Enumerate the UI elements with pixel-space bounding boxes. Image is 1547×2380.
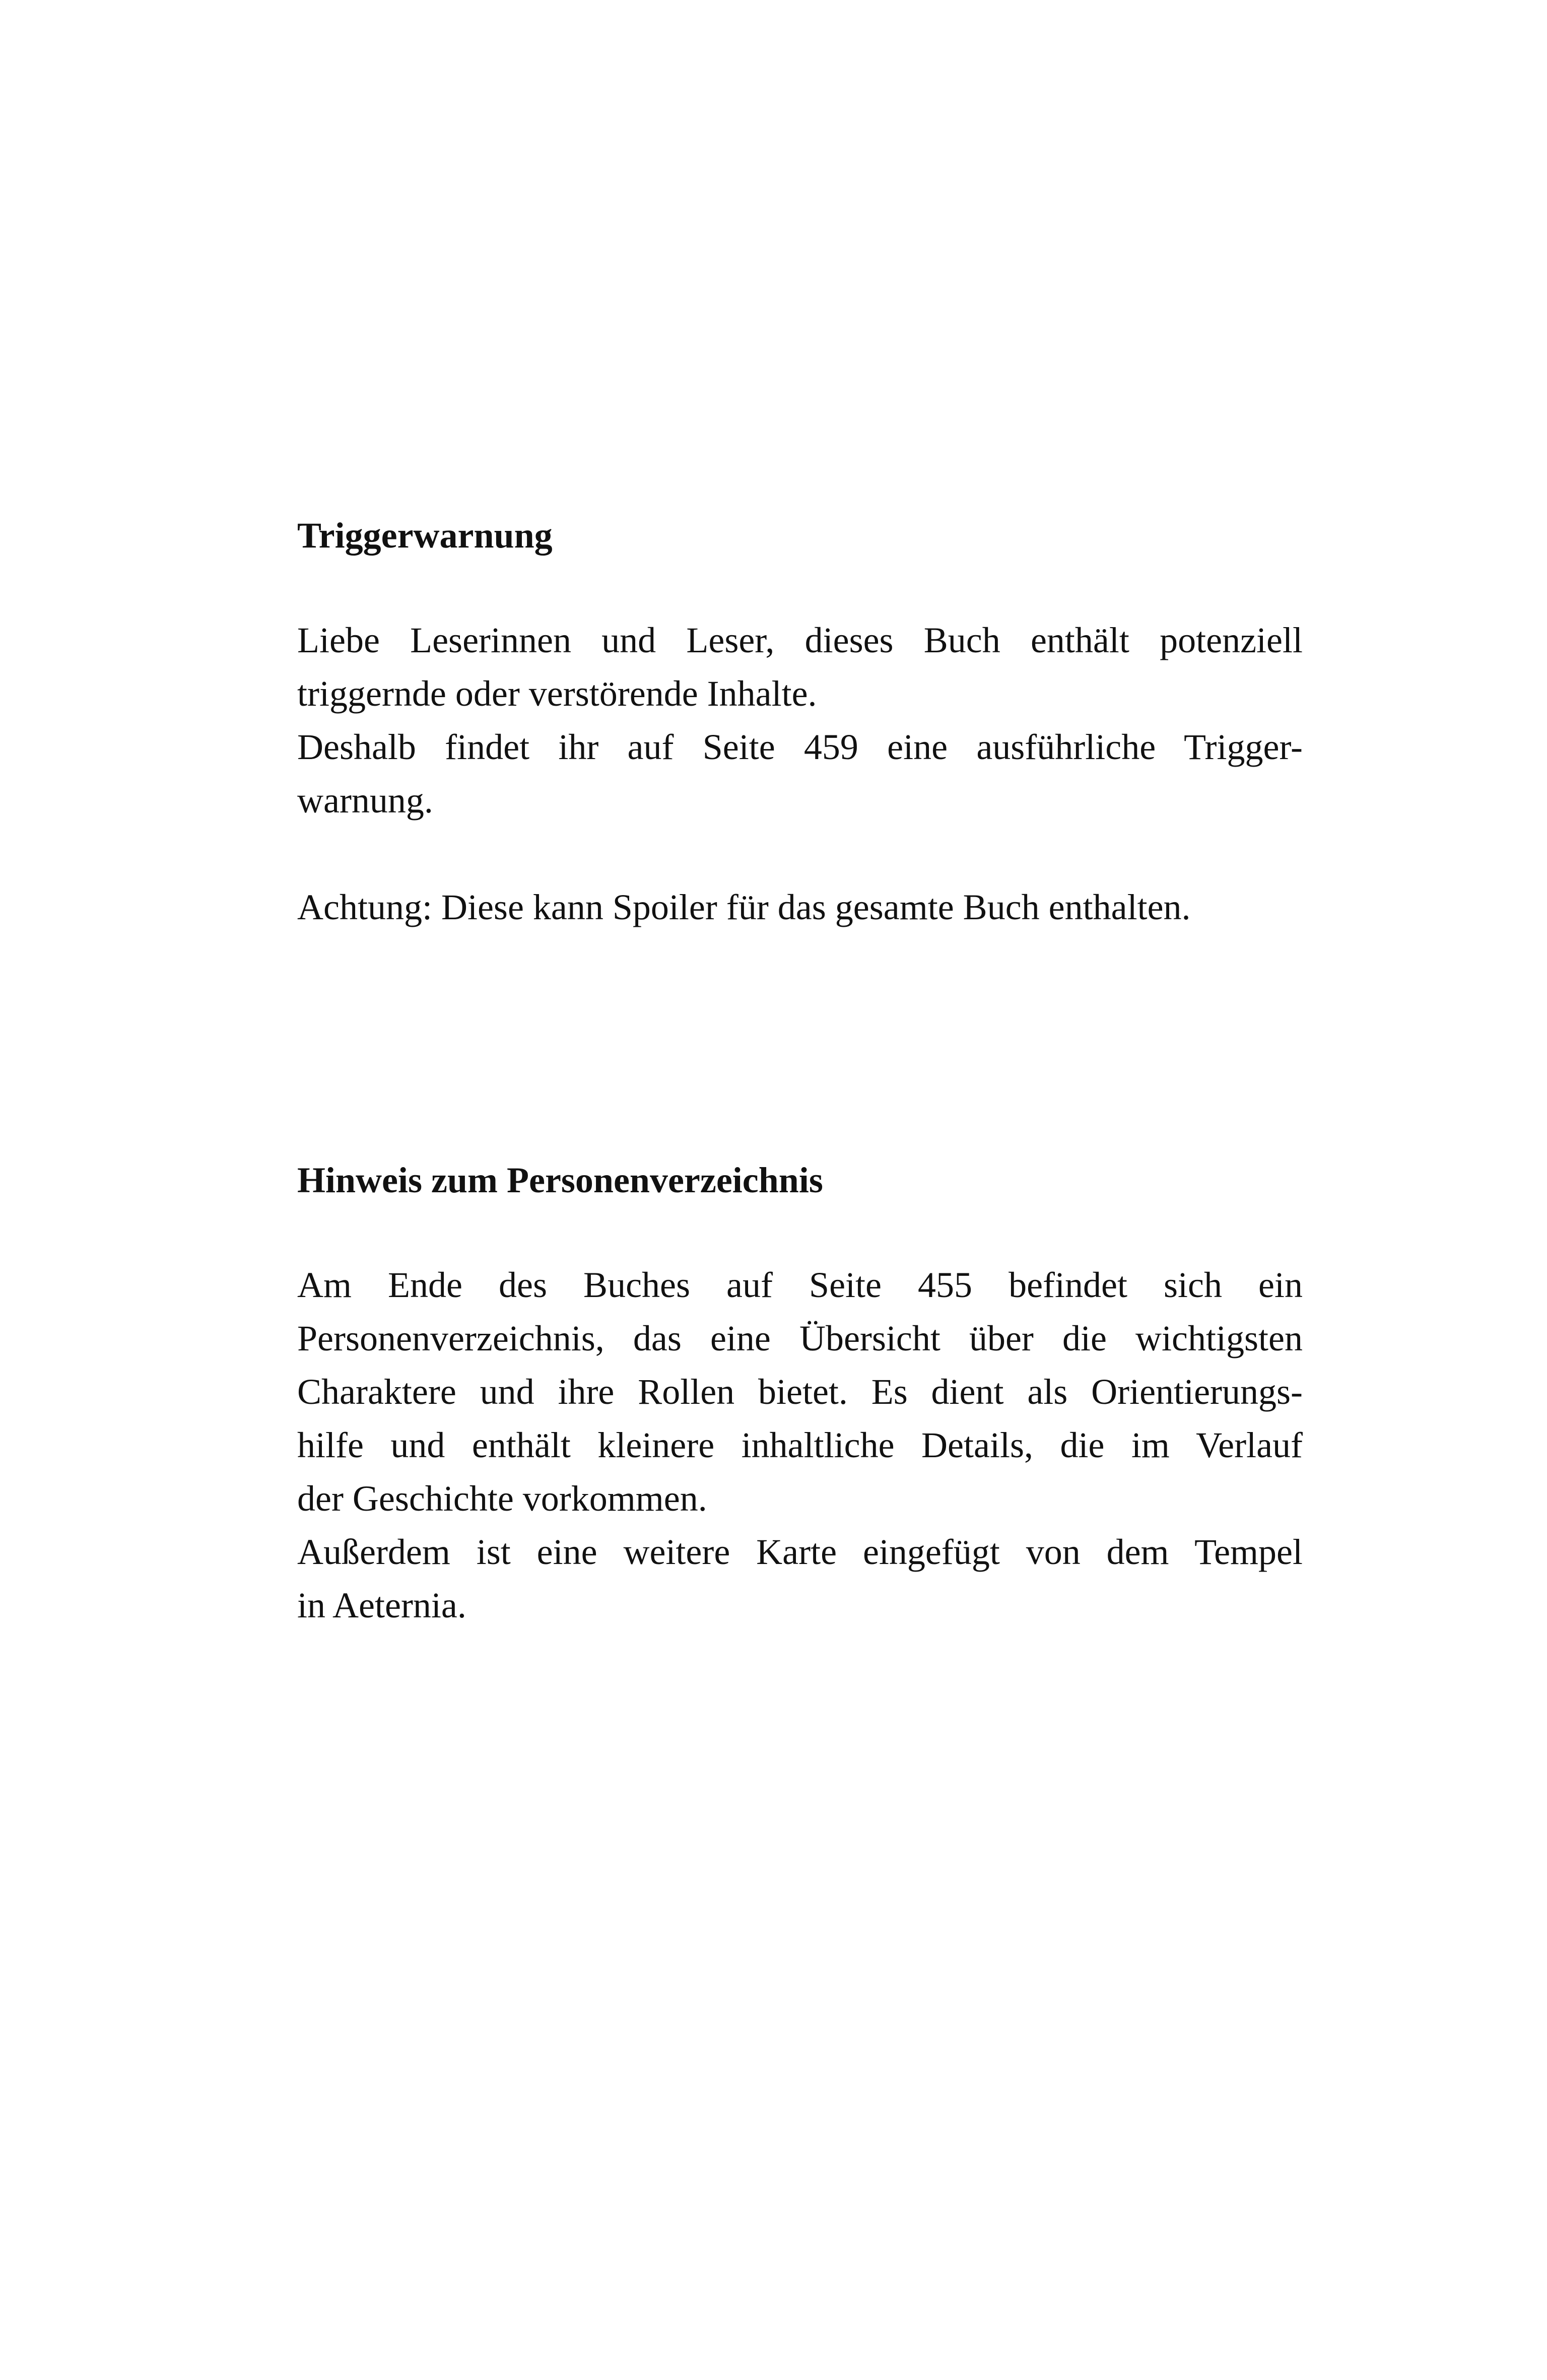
text-line: Liebe Leserinnen und Leser, dieses Buch enthält potenziell xyxy=(297,620,1303,661)
text-line: Achtung: Diese kann Spoiler für das gesamte Buch enthalten. xyxy=(297,887,1191,928)
trigger-warning-heading: Triggerwarnung xyxy=(297,515,553,556)
trigger-warning-section xyxy=(297,514,1303,934)
text-line: triggernde oder verstörende Inhalte. xyxy=(297,673,817,714)
spoiler-note xyxy=(297,880,1303,934)
text-line: Deshalb findet ihr auf Seite 459 eine ausführliche Trigger- xyxy=(297,727,1303,768)
text-line: warnung. xyxy=(297,780,433,821)
text-line: Am Ende des Buches auf Seite 455 befindet sich ein xyxy=(297,1265,1303,1306)
text-line: in Aeternia. xyxy=(297,1585,466,1626)
character-index-section xyxy=(297,1159,1303,1632)
text-line: Personenverzeichnis, das eine Übersicht über die wichtigsten xyxy=(297,1318,1303,1359)
trigger-warning-paragraph xyxy=(297,614,1303,827)
character-index-heading: Hinweis zum Personenverzeichnis xyxy=(297,1160,823,1200)
text-line: Außerdem ist eine weitere Karte eingefügt von dem Tempel xyxy=(297,1532,1303,1573)
text-line: der Geschichte vorkommen. xyxy=(297,1478,707,1519)
text-line: hilfe und enthält kleinere inhaltliche Details, die im Verlauf xyxy=(297,1425,1303,1466)
character-index-paragraph xyxy=(297,1258,1303,1632)
text-line: Charaktere und ihre Rollen bietet. Es dient als Orientierungs- xyxy=(297,1372,1303,1412)
